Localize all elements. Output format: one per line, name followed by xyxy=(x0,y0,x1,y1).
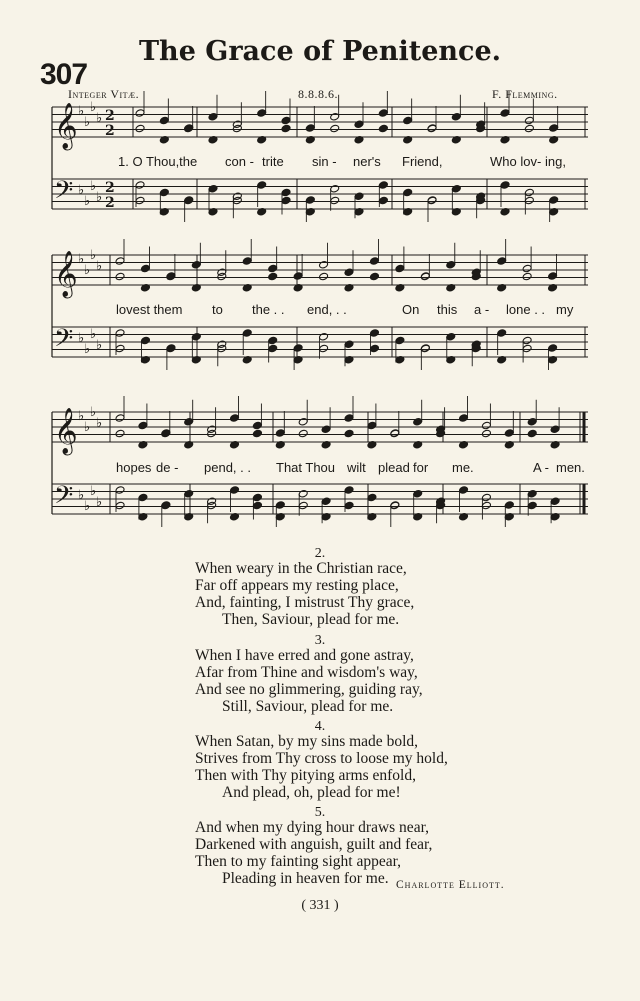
note-head xyxy=(497,257,507,266)
note-head xyxy=(369,329,379,338)
note-head xyxy=(298,501,308,510)
note-head xyxy=(522,264,532,273)
bass-clef: 𝄢 xyxy=(54,176,74,211)
note-head xyxy=(344,414,354,423)
note-head xyxy=(159,116,169,125)
flat-sign: ♭ xyxy=(90,327,97,342)
verse-number: 3. xyxy=(314,633,326,648)
verse-line: Far off appears my resting place, xyxy=(195,577,399,594)
note-head xyxy=(330,184,340,193)
note-head xyxy=(293,344,303,353)
note-head xyxy=(548,272,558,281)
note-head xyxy=(354,192,364,201)
note-head xyxy=(497,329,507,338)
lyric-syllable: A - xyxy=(533,460,549,475)
time-signature: 2 xyxy=(105,123,115,139)
flat-sign: ♭ xyxy=(78,488,85,503)
note-head xyxy=(135,109,145,118)
note-head xyxy=(395,336,405,345)
flat-sign: ♭ xyxy=(84,115,91,130)
note-head xyxy=(184,417,194,426)
verse-line: Darkened with anguish, guilt and fear, xyxy=(195,836,433,853)
note-head xyxy=(500,181,510,190)
verse-line: Then with Thy pitying arms enfold, xyxy=(195,767,416,784)
note-head xyxy=(319,260,329,269)
lyric-syllable: this xyxy=(437,302,458,317)
note-head xyxy=(268,264,278,273)
note-head xyxy=(413,417,423,426)
lyric-syllable: for xyxy=(413,460,429,475)
lyric-syllable: end, . . xyxy=(307,302,347,317)
note-head xyxy=(500,109,510,118)
time-signature: 2 xyxy=(105,195,115,211)
note-head xyxy=(230,486,240,495)
note-head xyxy=(446,332,456,341)
note-head xyxy=(524,116,534,125)
note-head xyxy=(319,272,329,281)
flat-sign: ♭ xyxy=(96,416,103,431)
lyric-syllable: the . . xyxy=(252,302,285,317)
verse-line: Pleading in heaven for me. xyxy=(222,870,389,887)
note-head xyxy=(161,429,171,438)
note-head xyxy=(242,257,252,266)
lyric-syllable: hopes xyxy=(116,460,152,475)
note-head xyxy=(548,344,558,353)
note-head xyxy=(369,344,379,353)
note-head xyxy=(305,124,315,133)
note-head xyxy=(208,184,218,193)
flat-sign: ♭ xyxy=(84,499,91,514)
flat-sign: ♭ xyxy=(96,111,103,126)
flat-sign: ♭ xyxy=(78,331,85,346)
treble-clef: 𝄞 xyxy=(54,251,78,297)
flat-sign: ♭ xyxy=(78,104,85,119)
note-head xyxy=(481,421,491,430)
note-head xyxy=(281,116,291,125)
note-head xyxy=(208,112,218,121)
note-head xyxy=(354,120,364,129)
note-head xyxy=(451,112,461,121)
verse-line: Afar from Thine and wisdom's way, xyxy=(195,664,418,681)
note-head xyxy=(115,344,125,353)
note-head xyxy=(135,196,145,205)
note-head xyxy=(550,425,560,434)
verse-line: When weary in the Christian race, xyxy=(195,560,407,577)
note-head xyxy=(159,188,169,197)
verse-line: When Satan, by my sins made bold, xyxy=(195,733,418,750)
note-head xyxy=(293,272,303,281)
flat-sign: ♭ xyxy=(84,263,91,278)
note-head xyxy=(481,493,491,502)
flat-sign: ♭ xyxy=(90,248,97,263)
verse-line: And plead, oh, plead for me! xyxy=(222,784,401,801)
note-head xyxy=(230,414,240,423)
verse-number: 5. xyxy=(314,805,326,820)
note-head xyxy=(191,332,201,341)
treble-clef: 𝄞 xyxy=(54,408,78,454)
note-head xyxy=(330,112,340,121)
bass-clef: 𝄢 xyxy=(54,481,74,516)
lyric-syllable: Friend, xyxy=(402,154,443,169)
note-head xyxy=(135,181,145,190)
note-head xyxy=(298,417,308,426)
note-head xyxy=(344,340,354,349)
verse-line: And, fainting, I mistrust Thy grace, xyxy=(195,594,415,611)
note-head xyxy=(298,429,308,438)
note-head xyxy=(344,268,354,277)
author-credit: Charlotte Elliott. xyxy=(396,879,505,891)
note-head xyxy=(321,425,331,434)
note-head xyxy=(115,272,125,281)
note-head xyxy=(115,329,125,338)
note-head xyxy=(459,486,469,495)
lyric-syllable: lovest them xyxy=(116,302,183,317)
note-head xyxy=(344,429,354,438)
note-head xyxy=(161,501,171,510)
note-head xyxy=(252,493,262,502)
lyric-syllable: a - xyxy=(474,302,490,317)
note-head xyxy=(524,188,534,197)
note-head xyxy=(527,417,537,426)
note-head xyxy=(330,124,340,133)
lyric-syllable: men. xyxy=(556,460,585,475)
note-head xyxy=(138,493,148,502)
verse-line: And when my dying hour draws near, xyxy=(195,819,429,836)
note-head xyxy=(275,501,285,510)
note-head xyxy=(115,486,125,495)
note-head xyxy=(378,181,388,190)
note-head xyxy=(524,124,534,133)
flat-sign: ♭ xyxy=(84,420,91,435)
note-head xyxy=(166,344,176,353)
note-head xyxy=(413,489,423,498)
note-head xyxy=(321,497,331,506)
lyric-syllable: to xyxy=(212,302,223,317)
note-head xyxy=(166,272,176,281)
lyric-syllable: trite xyxy=(262,154,284,169)
note-head xyxy=(550,497,560,506)
tune-name: Integer Vitæ. xyxy=(68,87,140,101)
note-head xyxy=(140,336,150,345)
lyric-syllable: wilt xyxy=(347,460,366,475)
note-head xyxy=(524,196,534,205)
note-head xyxy=(527,429,537,438)
note-head xyxy=(281,124,291,133)
note-head xyxy=(138,421,148,430)
lyric-syllable: my xyxy=(556,302,574,317)
note-head xyxy=(395,264,405,273)
flat-sign: ♭ xyxy=(78,252,85,267)
flat-sign: ♭ xyxy=(96,338,103,353)
flat-sign: ♭ xyxy=(90,484,97,499)
lyric-syllable: plead xyxy=(378,460,410,475)
lyric-syllable: con - xyxy=(225,154,254,169)
note-head xyxy=(504,501,514,510)
note-head xyxy=(275,429,285,438)
note-head xyxy=(191,260,201,269)
note-head xyxy=(115,257,125,266)
verse-line: Still, Saviour, plead for me. xyxy=(222,698,394,715)
verse-number: 2. xyxy=(314,546,326,561)
flat-sign: ♭ xyxy=(78,409,85,424)
lyric-syllable: ing, xyxy=(545,154,566,169)
lyric-syllable: On xyxy=(402,302,420,317)
note-head xyxy=(252,429,262,438)
flat-sign: ♭ xyxy=(84,342,91,357)
flat-sign: ♭ xyxy=(84,194,91,209)
note-head xyxy=(115,414,125,423)
note-head xyxy=(298,489,308,498)
note-head xyxy=(252,501,262,510)
note-head xyxy=(378,124,388,133)
note-head xyxy=(369,272,379,281)
flat-sign: ♭ xyxy=(78,183,85,198)
flat-sign: ♭ xyxy=(90,100,97,115)
note-head xyxy=(268,272,278,281)
note-head xyxy=(459,414,469,423)
note-head xyxy=(451,184,461,193)
note-head xyxy=(403,116,413,125)
note-head xyxy=(549,124,559,133)
note-head xyxy=(504,429,514,438)
lyric-syllable: 1. O Thou,the xyxy=(118,154,198,169)
meter: 8.8.8.6. xyxy=(298,87,338,101)
note-head xyxy=(344,486,354,495)
flat-sign: ♭ xyxy=(96,190,103,205)
note-head xyxy=(257,181,267,190)
lyric-syllable: Who lov- xyxy=(490,154,542,169)
note-head xyxy=(344,501,354,510)
note-head xyxy=(257,109,267,118)
note-head xyxy=(481,429,491,438)
flat-sign: ♭ xyxy=(90,405,97,420)
time-signature: 2 xyxy=(105,108,115,124)
note-head xyxy=(242,329,252,338)
note-head xyxy=(252,421,262,430)
note-head xyxy=(319,344,329,353)
lyric-syllable: ner's xyxy=(353,154,381,169)
note-head xyxy=(268,344,278,353)
note-head xyxy=(281,196,291,205)
flat-sign: ♭ xyxy=(90,179,97,194)
note-head xyxy=(522,336,532,345)
verse-line: Then to my fainting sight appear, xyxy=(195,853,401,870)
verse-line: Strives from Thy cross to loose my hold, xyxy=(195,750,448,767)
note-head xyxy=(115,501,125,510)
note-head xyxy=(184,489,194,498)
page-number: ( 331 ) xyxy=(301,898,339,913)
note-head xyxy=(403,188,413,197)
note-head xyxy=(446,260,456,269)
verse-line: And see no glimmering, guiding ray, xyxy=(195,681,423,698)
bass-clef: 𝄢 xyxy=(54,324,74,359)
note-head xyxy=(369,257,379,266)
note-head xyxy=(319,332,329,341)
time-signature: 2 xyxy=(105,180,115,196)
verse-line: When I have erred and gone astray, xyxy=(195,647,414,664)
note-head xyxy=(330,196,340,205)
note-head xyxy=(378,109,388,118)
note-head xyxy=(135,124,145,133)
lyric-syllable: de - xyxy=(156,460,179,475)
lyric-syllable: sin - xyxy=(312,154,337,169)
note-head xyxy=(268,336,278,345)
note-head xyxy=(527,501,537,510)
note-head xyxy=(281,188,291,197)
note-head xyxy=(378,196,388,205)
treble-clef: 𝄞 xyxy=(54,103,78,149)
hymn-title: The Grace of Penitence. xyxy=(138,36,502,67)
note-head xyxy=(184,124,194,133)
note-head xyxy=(522,272,532,281)
note-head xyxy=(115,429,125,438)
lyric-syllable: lone . . xyxy=(506,302,546,317)
note-head xyxy=(522,344,532,353)
lyric-syllable: pend, . . xyxy=(204,460,251,475)
hymn-number: 307 xyxy=(40,58,88,91)
note-head xyxy=(549,196,559,205)
note-head xyxy=(140,264,150,273)
lyric-syllable: me. xyxy=(452,460,474,475)
composer: F. Flemming. xyxy=(492,87,558,101)
note-head xyxy=(184,196,194,205)
note-head xyxy=(305,196,315,205)
verse-line: Then, Saviour, plead for me. xyxy=(222,611,400,628)
verse-number: 4. xyxy=(314,719,326,734)
flat-sign: ♭ xyxy=(96,259,103,274)
note-head xyxy=(481,501,491,510)
note-head xyxy=(527,489,537,498)
flat-sign: ♭ xyxy=(96,495,103,510)
lyric-syllable: That Thou xyxy=(276,460,336,475)
